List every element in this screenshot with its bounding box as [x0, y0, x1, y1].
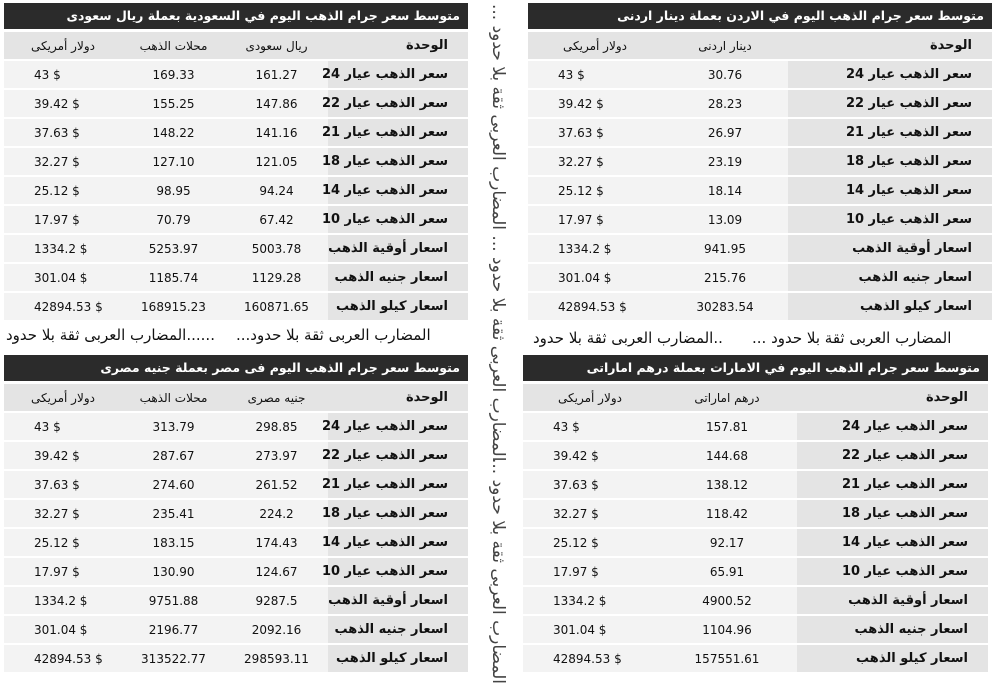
cell-shops: 183.15: [122, 529, 225, 556]
table-row: [523, 413, 988, 440]
table-row: [523, 645, 988, 672]
table-title: متوسط سعر جرام الذهب اليوم فى مصر بعملة جنيه مصرى: [4, 355, 468, 381]
cell-unit: سعر الذهب عيار 24: [328, 413, 468, 440]
cell-local: 157551.61: [657, 645, 797, 672]
cell-usd: 1334.2 $: [528, 235, 662, 262]
col-usd: دولار أمريكى: [523, 384, 657, 411]
cell-local: 13.09: [662, 206, 788, 233]
cell-local: 65.91: [657, 558, 797, 585]
cell-unit: سعر الذهب عيار 22: [328, 442, 468, 469]
watermark-text: المضارب العربى ثقة بلا حدود...: [236, 326, 431, 344]
table-row: [528, 177, 992, 204]
cell-unit: سعر الذهب عيار 24: [797, 413, 988, 440]
cell-usd: 43 $: [4, 413, 122, 440]
cell-shops: 155.25: [122, 90, 225, 117]
col-unit: الوحدة: [328, 384, 468, 411]
cell-usd: 43 $: [523, 413, 657, 440]
table-row: [4, 616, 468, 643]
cell-usd: 37.63 $: [523, 471, 657, 498]
cell-shops: 168915.23: [122, 293, 225, 320]
watermark-vertical: المضارب العربى ثقة بلا حدود ...: [488, 458, 508, 684]
cell-local: 941.95: [662, 235, 788, 262]
price-table: [528, 30, 992, 322]
cell-local: 18.14: [662, 177, 788, 204]
cell-unit: سعر الذهب عيار 21: [788, 119, 992, 146]
table-row: [4, 413, 468, 440]
cell-unit: سعر الذهب عيار 24: [328, 61, 468, 88]
table-row: [4, 119, 468, 146]
col-shops: محلات الذهب: [122, 384, 225, 411]
cell-unit: اسعار جنيه الذهب: [328, 264, 468, 291]
table-row: [4, 235, 468, 262]
cell-local: 157.81: [657, 413, 797, 440]
cell-unit: سعر الذهب عيار 18: [797, 500, 988, 527]
table-row: [4, 558, 468, 585]
uae-gold-table: [523, 355, 988, 674]
cell-shops: 127.10: [122, 148, 225, 175]
cell-unit: سعر الذهب عيار 22: [788, 90, 992, 117]
watermark-text: ..المضارب العربى ثقة بلا حدود: [533, 329, 723, 347]
table-row: [528, 61, 992, 88]
cell-usd: 37.63 $: [528, 119, 662, 146]
table-row: [4, 500, 468, 527]
col-local: جنيه مصرى: [225, 384, 328, 411]
cell-unit: اسعار جنيه الذهب: [788, 264, 992, 291]
cell-usd: 301.04 $: [4, 264, 122, 291]
cell-unit: سعر الذهب عيار 21: [328, 119, 468, 146]
cell-usd: 39.42 $: [4, 90, 122, 117]
table-row: [523, 587, 988, 614]
cell-shops: 148.22: [122, 119, 225, 146]
col-local: ريال سعودى: [225, 32, 328, 59]
cell-usd: 32.27 $: [528, 148, 662, 175]
cell-local: 4900.52: [657, 587, 797, 614]
cell-local: 30.76: [662, 61, 788, 88]
table-row: [528, 206, 992, 233]
cell-unit: سعر الذهب عيار 14: [788, 177, 992, 204]
cell-local: 224.2: [225, 500, 328, 527]
cell-local: 30283.54: [662, 293, 788, 320]
cell-unit: سعر الذهب عيار 18: [788, 148, 992, 175]
watermark-vertical: المضارب العربى ثقة بلا حدود ... المضارب العربى ثقة بلا حدود ...: [488, 4, 508, 462]
table-row: [4, 471, 468, 498]
cell-local: 174.43: [225, 529, 328, 556]
cell-unit: اسعار أوقية الذهب: [788, 235, 992, 262]
table-title: متوسط سعر جرام الذهب اليوم في الاردن بعملة دينار اردنى: [528, 3, 992, 29]
cell-unit: سعر الذهب عيار 18: [328, 500, 468, 527]
cell-unit: سعر الذهب عيار 14: [328, 177, 468, 204]
cell-usd: 42894.53 $: [528, 293, 662, 320]
col-unit: الوحدة: [328, 32, 468, 59]
cell-unit: سعر الذهب عيار 18: [328, 148, 468, 175]
cell-local: 2092.16: [225, 616, 328, 643]
cell-local: 298593.11: [225, 645, 328, 672]
cell-unit: سعر الذهب عيار 14: [797, 529, 988, 556]
cell-usd: 32.27 $: [4, 500, 122, 527]
col-local: دينار اردنى: [662, 32, 788, 59]
table-row: [4, 264, 468, 291]
cell-shops: 235.41: [122, 500, 225, 527]
cell-usd: 17.97 $: [523, 558, 657, 585]
cell-shops: 70.79: [122, 206, 225, 233]
price-table: [4, 382, 468, 674]
cell-usd: 39.42 $: [4, 442, 122, 469]
cell-usd: 1334.2 $: [4, 587, 122, 614]
cell-usd: 25.12 $: [4, 529, 122, 556]
cell-shops: 2196.77: [122, 616, 225, 643]
table-row: [528, 235, 992, 262]
cell-unit: سعر الذهب عيار 10: [797, 558, 988, 585]
cell-shops: 130.90: [122, 558, 225, 585]
cell-local: 118.42: [657, 500, 797, 527]
cell-unit: اسعار أوقية الذهب: [328, 587, 468, 614]
table-row: [523, 471, 988, 498]
cell-unit: اسعار كيلو الذهب: [328, 293, 468, 320]
cell-usd: 32.27 $: [523, 500, 657, 527]
cell-shops: 169.33: [122, 61, 225, 88]
cell-usd: 39.42 $: [523, 442, 657, 469]
cell-unit: اسعار كيلو الذهب: [788, 293, 992, 320]
table-row: [528, 119, 992, 146]
cell-shops: 274.60: [122, 471, 225, 498]
cell-shops: 313522.77: [122, 645, 225, 672]
cell-local: 23.19: [662, 148, 788, 175]
cell-local: 1104.96: [657, 616, 797, 643]
table-row: [528, 293, 992, 320]
cell-usd: 39.42 $: [528, 90, 662, 117]
col-usd: دولار أمريكى: [4, 384, 122, 411]
table-row: [4, 587, 468, 614]
col-shops: محلات الذهب: [122, 32, 225, 59]
col-unit: الوحدة: [797, 384, 988, 411]
cell-unit: اسعار أوقية الذهب: [797, 587, 988, 614]
cell-local: 26.97: [662, 119, 788, 146]
col-local: درهم اماراتى: [657, 384, 797, 411]
cell-unit: اسعار جنيه الذهب: [797, 616, 988, 643]
cell-usd: 301.04 $: [528, 264, 662, 291]
cell-usd: 1334.2 $: [523, 587, 657, 614]
table-row: [4, 645, 468, 672]
cell-local: 273.97: [225, 442, 328, 469]
cell-local: 67.42: [225, 206, 328, 233]
cell-usd: 37.63 $: [4, 119, 122, 146]
cell-local: 28.23: [662, 90, 788, 117]
cell-shops: 287.67: [122, 442, 225, 469]
col-usd: دولار أمريكى: [4, 32, 122, 59]
cell-local: 161.27: [225, 61, 328, 88]
cell-unit: اسعار جنيه الذهب: [328, 616, 468, 643]
cell-unit: سعر الذهب عيار 22: [797, 442, 988, 469]
cell-usd: 25.12 $: [523, 529, 657, 556]
table-row: [4, 293, 468, 320]
cell-usd: 37.63 $: [4, 471, 122, 498]
cell-usd: 42894.53 $: [523, 645, 657, 672]
cell-usd: 32.27 $: [4, 148, 122, 175]
cell-local: 141.16: [225, 119, 328, 146]
cell-usd: 17.97 $: [528, 206, 662, 233]
table-row: [528, 148, 992, 175]
cell-usd: 17.97 $: [4, 558, 122, 585]
cell-local: 124.67: [225, 558, 328, 585]
cell-unit: اسعار كيلو الذهب: [328, 645, 468, 672]
table-row: [4, 61, 468, 88]
cell-local: 92.17: [657, 529, 797, 556]
col-usd: دولار أمريكى: [528, 32, 662, 59]
cell-unit: سعر الذهب عيار 10: [788, 206, 992, 233]
table-row: [523, 442, 988, 469]
cell-local: 261.52: [225, 471, 328, 498]
cell-unit: سعر الذهب عيار 10: [328, 206, 468, 233]
cell-unit: سعر الذهب عيار 22: [328, 90, 468, 117]
table-row: [523, 500, 988, 527]
cell-local: 160871.65: [225, 293, 328, 320]
price-table: [523, 382, 988, 674]
table-title: متوسط سعر جرام الذهب اليوم في السعودية بعملة ريال سعودى: [4, 3, 468, 29]
table-row: [528, 264, 992, 291]
jordan-gold-table: [528, 3, 992, 322]
cell-unit: اسعار كيلو الذهب: [797, 645, 988, 672]
cell-usd: 43 $: [528, 61, 662, 88]
table-row: [4, 442, 468, 469]
table-row: [523, 529, 988, 556]
cell-unit: اسعار أوقية الذهب: [328, 235, 468, 262]
cell-unit: سعر الذهب عيار 21: [797, 471, 988, 498]
table-row: [4, 177, 468, 204]
cell-usd: 42894.53 $: [4, 293, 122, 320]
table-row: [4, 529, 468, 556]
cell-unit: سعر الذهب عيار 10: [328, 558, 468, 585]
cell-usd: 43 $: [4, 61, 122, 88]
cell-usd: 17.97 $: [4, 206, 122, 233]
cell-usd: 301.04 $: [523, 616, 657, 643]
table-row: [4, 206, 468, 233]
cell-local: 138.12: [657, 471, 797, 498]
cell-usd: 25.12 $: [4, 177, 122, 204]
cell-local: 9287.5: [225, 587, 328, 614]
watermark-text: المضارب العربى ثقة بلا حدود ...: [752, 329, 952, 347]
table-title: متوسط سعر جرام الذهب اليوم في الامارات بعملة درهم اماراتى: [523, 355, 988, 381]
saudi-gold-table: [4, 3, 468, 322]
cell-local: 215.76: [662, 264, 788, 291]
cell-shops: 313.79: [122, 413, 225, 440]
cell-local: 94.24: [225, 177, 328, 204]
cell-unit: سعر الذهب عيار 21: [328, 471, 468, 498]
cell-usd: 301.04 $: [4, 616, 122, 643]
cell-local: 5003.78: [225, 235, 328, 262]
table-row: [528, 90, 992, 117]
cell-usd: 42894.53 $: [4, 645, 122, 672]
table-row: [4, 90, 468, 117]
cell-local: 121.05: [225, 148, 328, 175]
cell-usd: 25.12 $: [528, 177, 662, 204]
cell-unit: سعر الذهب عيار 24: [788, 61, 992, 88]
cell-usd: 1334.2 $: [4, 235, 122, 262]
col-unit: الوحدة: [788, 32, 992, 59]
table-row: [523, 616, 988, 643]
egypt-gold-table: [4, 355, 468, 674]
cell-shops: 5253.97: [122, 235, 225, 262]
table-row: [523, 558, 988, 585]
price-table: [4, 30, 468, 322]
cell-shops: 98.95: [122, 177, 225, 204]
watermark-text: ......المضارب العربى ثقة بلا حدود: [6, 326, 215, 344]
cell-unit: سعر الذهب عيار 14: [328, 529, 468, 556]
cell-local: 147.86: [225, 90, 328, 117]
cell-local: 298.85: [225, 413, 328, 440]
cell-local: 1129.28: [225, 264, 328, 291]
cell-local: 144.68: [657, 442, 797, 469]
table-row: [4, 148, 468, 175]
cell-shops: 1185.74: [122, 264, 225, 291]
cell-shops: 9751.88: [122, 587, 225, 614]
